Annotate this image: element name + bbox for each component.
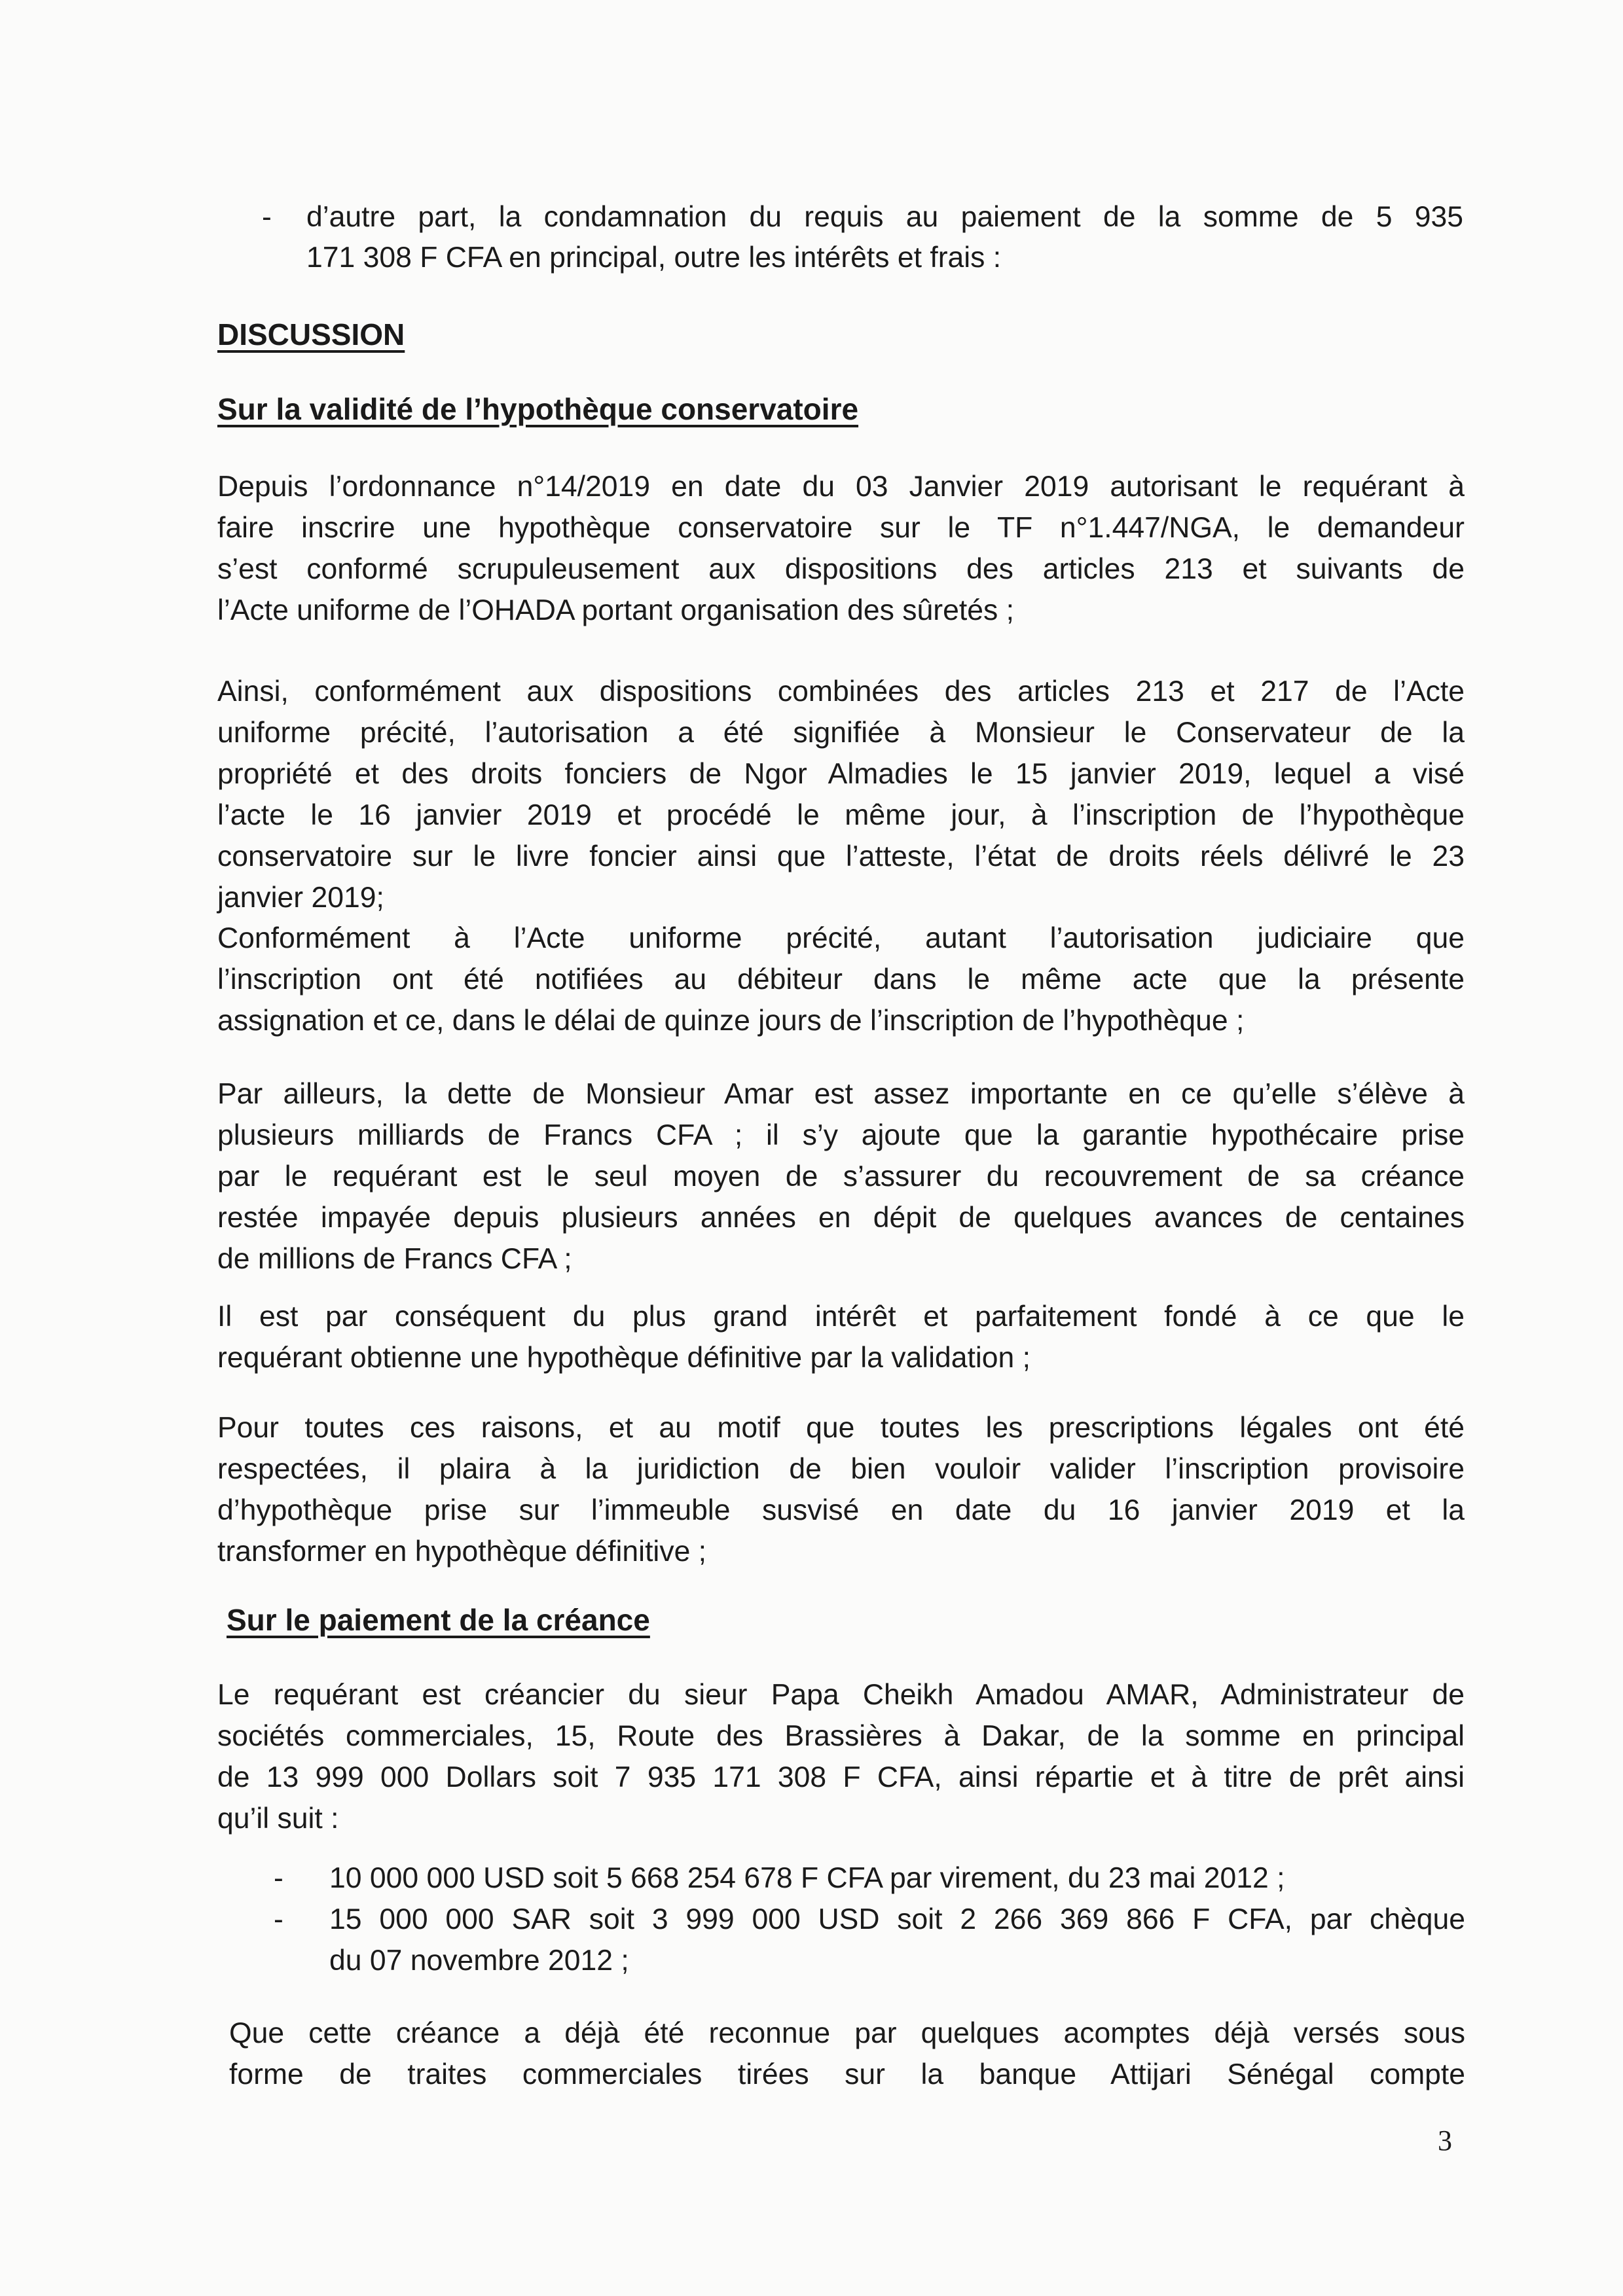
text-line: 10 000 000 USD soit 5 668 254 678 F CFA par virement, du 23 mai 2012 ; [329,1862,1285,1894]
text-line: 15 000 000 SAR soit 3 999 000 USD soit 2 266 369 866 F CFA, par chèque [329,1903,1465,1935]
text-line: Que cette créance a déjà été reconnue par quelques acomptes déjà versés sous [229,2017,1465,2049]
text-line: Par ailleurs, la dette de Monsieur Amar est assez importante en ce qu’elle s’élève à [217,1078,1465,1110]
text-line: s’est conformé scrupuleusement aux dispositions des articles 213 et suivants de [217,553,1465,585]
text-line: forme de traites commerciales tirées sur la banque Attijari Sénégal compte [229,2058,1465,2090]
intro-bullet-line-1: d’autre part, la condamnation du requis au paiement de la somme de 5 935 [306,201,1463,233]
bullet-dash: - [274,1862,283,1894]
text-line: uniforme précité, l’autorisation a été signifiée à Monsieur le Conservateur de la [217,717,1465,749]
text-line: l’Acte uniforme de l’OHADA portant organisation des sûretés ; [217,594,1014,626]
text-line: l’inscription ont été notifiées au débiteur dans le même acte que la présente [217,963,1465,996]
text-line: de millions de Francs CFA ; [217,1243,572,1275]
text-line: assignation et ce, dans le délai de quinze jours de l’inscription de l’hypothèque ; [217,1005,1245,1037]
text-line: Pour toutes ces raisons, et au motif que toutes les prescriptions légales ont été [217,1412,1465,1444]
section-heading-payment: Sur le paiement de la créance [227,1603,650,1637]
bullet-dash: - [262,201,272,233]
text-line: faire inscrire une hypothèque conservatoire sur le TF n°1.447/NGA, le demandeur [217,512,1465,544]
text-line: Il est par conséquent du plus grand intérêt et parfaitement fondé à ce que le [217,1300,1465,1333]
text-line: l’acte le 16 janvier 2019 et procédé le même jour, à l’inscription de l’hypothèque [217,799,1465,831]
text-line: de 13 999 000 Dollars soit 7 935 171 308 F CFA, ainsi répartie et à titre de prêt ainsi [217,1761,1465,1793]
amount-bullet [274,1857,1465,1903]
text-line: respectées, il plaira à la juridiction de bien vouloir valider l’inscription provisoire [217,1453,1465,1485]
intro-bullet [262,196,1463,281]
section-heading-validity: Sur la validité de l’hypothèque conservatoire [217,392,859,426]
text-line: janvier 2019; [217,882,384,914]
text-line: Conformément à l’Acte uniforme précité, autant l’autorisation judiciaire que [217,922,1465,954]
text-line: transformer en hypothèque définitive ; [217,1535,707,1568]
text-line: Le requérant est créancier du sieur Papa Cheikh Amadou AMAR, Administrateur de [217,1679,1465,1711]
text-line: plusieurs milliards de Francs CFA ; il s’y ajoute que la garantie hypothécaire prise [217,1119,1465,1151]
text-line: conservatoire sur le livre foncier ainsi que l’atteste, l’état de droits réels délivré le 23 [217,840,1465,872]
intro-bullet-line-2: 171 308 F CFA en principal, outre les intérêts et frais : [306,242,1002,274]
bullet-dash: - [274,1903,283,1935]
text-line: restée impayée depuis plusieurs années en dépit de quelques avances de centaines [217,1202,1465,1234]
text-line: qu’il suit : [217,1803,339,1835]
text-line: Depuis l’ordonnance n°14/2019 en date du 03 Janvier 2019 autorisant le requérant à [217,471,1465,503]
text-line: requérant obtienne une hypothèque définitive par la validation ; [217,1342,1030,1374]
text-line: Ainsi, conformément aux dispositions combinées des articles 213 et 217 de l’Acte [217,675,1465,708]
text-line: par le requérant est le seul moyen de s’assurer du recouvrement de sa créance [217,1160,1465,1193]
page-number: 3 [1438,2125,1452,2157]
text-line: d’hypothèque prise sur l’immeuble susvisé en date du 16 janvier 2019 et la [217,1494,1465,1526]
text-line: propriété et des droits fonciers de Ngor Almadies le 15 janvier 2019, lequel a visé [217,758,1465,790]
text-line: du 07 novembre 2012 ; [329,1945,629,1977]
amount-bullet [274,1899,1465,1984]
discussion-heading: DISCUSSION [217,317,405,351]
text-line: sociétés commerciales, 15, Route des Brassières à Dakar, de la somme en principal [217,1720,1465,1752]
